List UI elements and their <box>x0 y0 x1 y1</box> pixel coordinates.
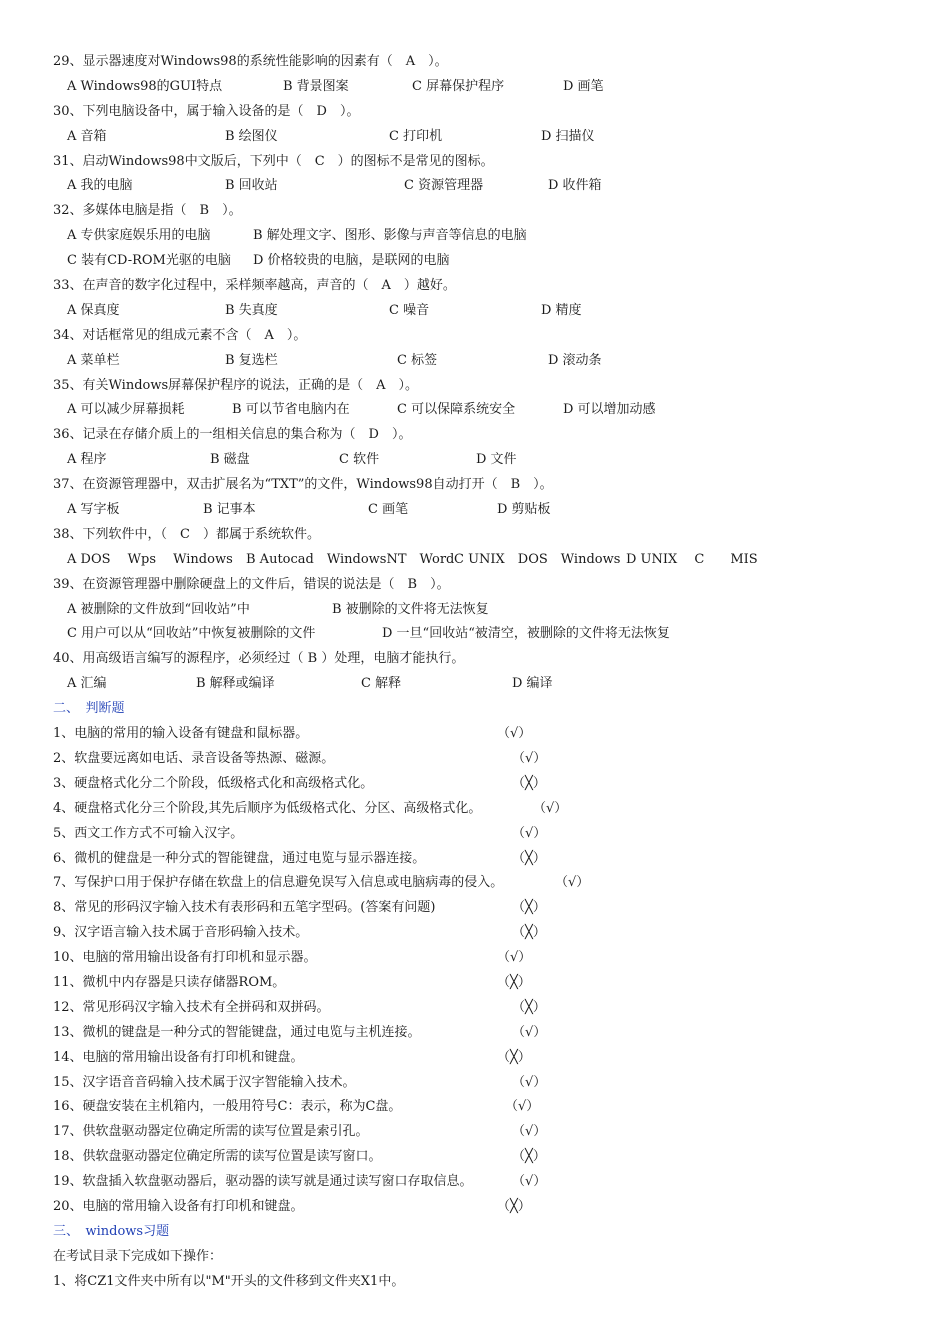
answer-mark: （√） <box>533 800 568 816</box>
answer-option: A 写字板 <box>67 502 120 518</box>
statement-text: 6、微机的健盘是一种分式的智能键盘，通过电览与显示器连接。 <box>53 850 426 866</box>
answer-mark: （√） <box>555 875 590 891</box>
statement-text: 4、硬盘格式化分三个阶段,其先后顺序为低级格式化、分区、高级格式化。 <box>53 800 482 816</box>
question-text: 32、多媒体电脑是指（ B ）。 <box>53 203 242 219</box>
question-text: 33、在声音的数字化过程中，采样频率越高，声音的（ A ）越好。 <box>53 278 456 294</box>
paragraph-line <box>0 1245 950 1270</box>
statement-text: 2、软盘要远离如电话、录音设备等热源、磁源。 <box>53 750 335 766</box>
answer-option: B Autocad WindowsNT Word <box>246 551 455 567</box>
statement-text: 1、电脑的常用的输入设备有键盘和鼠标器。 <box>53 726 309 742</box>
statement-text: 20、电脑的常用输入设备有打印机和键盘。 <box>53 1198 304 1214</box>
question-line <box>0 274 950 299</box>
section-heading <box>0 697 950 722</box>
true-false-item <box>0 1170 950 1195</box>
paragraph-text: 在考试目录下完成如下操作： <box>53 1248 223 1264</box>
true-false-item <box>0 797 950 822</box>
section-title: 三、 windows习题 <box>53 1223 170 1239</box>
options-line <box>0 398 950 423</box>
answer-mark: （╳） <box>512 925 546 941</box>
statement-text: 8、常见的形码汉字输入技术有表形码和五笔字型码。(答案有问题) <box>53 900 436 916</box>
question-line <box>0 374 950 399</box>
answer-mark: （╳） <box>512 850 546 866</box>
question-line <box>0 573 950 598</box>
answer-option: C 软件 <box>339 452 380 468</box>
answer-option: D 扫描仪 <box>541 128 595 144</box>
answer-option: A 汇编 <box>67 676 107 692</box>
statement-text: 11、微机中内存器是只读存储器ROM。 <box>53 974 286 990</box>
answer-mark: （╳） <box>512 900 546 916</box>
answer-option: C UNIX DOS Windows <box>454 551 621 567</box>
statement-text: 9、汉字语言输入技术属于音形码输入技术。 <box>53 925 309 941</box>
question-line <box>0 50 950 75</box>
options-line <box>0 622 950 647</box>
question-text: 36、记录在存储介质上的一组相关信息的集合称为（ D ）。 <box>53 427 412 443</box>
section-title: 二、 判断题 <box>53 701 125 717</box>
answer-option: C 解释 <box>361 676 402 692</box>
options-line <box>0 299 950 324</box>
question-line <box>0 473 950 498</box>
true-false-item <box>0 946 950 971</box>
answer-option: D 编译 <box>512 676 553 692</box>
answer-option: B 绘图仪 <box>225 128 278 144</box>
true-false-item <box>0 722 950 747</box>
question-text: 35、有关Windows屏幕保护程序的说法，正确的是（ A ）。 <box>53 377 419 393</box>
statement-text: 15、汉字语音音码输入技术属于汉字智能输入技术。 <box>53 1074 356 1090</box>
question-line <box>0 150 950 175</box>
answer-option: B 可以节省电脑内在 <box>232 402 350 418</box>
question-text: 30、下列电脑设备中，属于输入设备的是（ D ）。 <box>53 103 360 119</box>
answer-mark: （√） <box>512 750 547 766</box>
answer-option: A 被删除的文件放到“回收站”中 <box>67 601 250 617</box>
statement-text: 5、西文工作方式不可输入汉字。 <box>53 825 244 841</box>
statement-text: 19、软盘插入软盘驱动器后，驱动器的读写就是通过读写窗口存取信息。 <box>53 1174 473 1190</box>
answer-option: B 解处理文字、图形、影像与声音等信息的电脑 <box>253 228 527 244</box>
answer-option: D 剪贴板 <box>497 502 551 518</box>
options-line <box>0 349 950 374</box>
statement-text: 17、供软盘驱动器定位确定所需的读写位置是索引孔。 <box>53 1124 369 1140</box>
statement-text: 3、硬盘格式化分二个阶段，低级格式化和高级格式化。 <box>53 775 374 791</box>
answer-option: C 用户可以从“回收站”中恢复被删除的文件 <box>67 626 316 642</box>
question-text: 34、对话框常见的组成元素不含（ A ）。 <box>53 327 307 343</box>
true-false-item <box>0 822 950 847</box>
true-false-item <box>0 847 950 872</box>
answer-option: B 复选栏 <box>225 352 278 368</box>
section-heading <box>0 1220 950 1245</box>
options-line <box>0 448 950 473</box>
answer-mark: （√） <box>505 1099 540 1115</box>
answer-option: B 失真度 <box>225 302 278 318</box>
question-text: 39、在资源管理器中删除硬盘上的文件后，错误的说法是（ B ）。 <box>53 576 450 592</box>
true-false-item <box>0 747 950 772</box>
answer-option: C 打印机 <box>389 128 443 144</box>
answer-option: A 菜单栏 <box>67 352 120 368</box>
answer-option: B 回收站 <box>225 178 278 194</box>
answer-mark: （╳） <box>497 1198 531 1214</box>
options-line <box>0 498 950 523</box>
options-line <box>0 598 950 623</box>
answer-option: D 精度 <box>541 302 582 318</box>
answer-option: A DOS Wps Windows <box>67 551 233 567</box>
true-false-item <box>0 1195 950 1220</box>
answer-option: A Windows98的GUI特点 <box>67 78 223 94</box>
options-line <box>0 548 950 573</box>
question-line <box>0 647 950 672</box>
options-line <box>0 224 950 249</box>
question-line <box>0 324 950 349</box>
true-false-item <box>0 1046 950 1071</box>
answer-option: D 价格较贵的电脑，是联网的电脑 <box>253 253 450 269</box>
answer-mark: （√） <box>497 950 532 966</box>
options-line <box>0 125 950 150</box>
options-line <box>0 672 950 697</box>
answer-mark: （╳） <box>497 1049 531 1065</box>
question-line <box>0 100 950 125</box>
answer-mark: （╳） <box>512 775 546 791</box>
true-false-item <box>0 996 950 1021</box>
statement-text: 13、微机的键盘是一种分式的智能键盘，通过电览与主机连接。 <box>53 1024 421 1040</box>
question-text: 40、用高级语言编写的源程序，必须经过（ B ）处理，电脑才能执行。 <box>53 651 465 667</box>
true-false-item <box>0 772 950 797</box>
statement-text: 7、写保护口用于保护存储在软盘上的信息避免误写入信息或电脑病毒的侵入。 <box>53 875 504 891</box>
answer-option: B 解释或编译 <box>196 676 275 692</box>
answer-option: C 标签 <box>397 352 438 368</box>
answer-option: A 我的电脑 <box>67 178 133 194</box>
question-text: 38、下列软件中，（ C ）都属于系统软件。 <box>53 526 320 542</box>
question-line <box>0 199 950 224</box>
answer-option: D UNIX C MIS <box>626 551 758 567</box>
question-text: 31、启动Windows98中文版后，下列中（ C ）的图标不是常见的图标。 <box>53 153 494 169</box>
statement-text: 12、常见形码汉字输入技术有全拼码和双拼码。 <box>53 999 330 1015</box>
answer-option: A 保真度 <box>67 302 120 318</box>
answer-option: C 装有CD-ROM光驱的电脑 <box>67 253 231 269</box>
answer-mark: （╳） <box>512 1149 546 1165</box>
answer-mark: （√） <box>497 726 532 742</box>
options-line <box>0 249 950 274</box>
answer-option: D 收件箱 <box>548 178 602 194</box>
answer-option: D 画笔 <box>563 78 604 94</box>
answer-option: B 记事本 <box>203 502 256 518</box>
answer-option: D 滚动条 <box>548 352 602 368</box>
answer-option: C 可以保障系统安全 <box>397 402 516 418</box>
true-false-item <box>0 971 950 996</box>
true-false-item <box>0 1095 950 1120</box>
answer-mark: （√） <box>512 825 547 841</box>
question-line <box>0 523 950 548</box>
true-false-item <box>0 871 950 896</box>
answer-option: C 屏幕保护程序 <box>412 78 505 94</box>
options-line <box>0 174 950 199</box>
answer-option: D 文件 <box>476 452 517 468</box>
question-line <box>0 423 950 448</box>
document-body <box>0 50 950 1295</box>
true-false-item <box>0 896 950 921</box>
statement-text: 16、硬盘安装在主机箱内，一般用符号C：表示，称为C盘。 <box>53 1099 402 1115</box>
statement-text: 18、供软盘驱动器定位确定所需的读写位置是读写窗口。 <box>53 1149 382 1165</box>
true-false-item <box>0 1021 950 1046</box>
answer-mark: （√） <box>512 1124 547 1140</box>
answer-option: A 音箱 <box>67 128 107 144</box>
answer-option: C 画笔 <box>368 502 409 518</box>
question-text: 29、显示器速度对Windows98的系统性能影响的因素有（ A ）。 <box>53 54 448 69</box>
statement-text: 14、电脑的常用输出设备有打印机和键盘。 <box>53 1049 304 1065</box>
question-text: 37、在资源管理器中，双击扩展名为“TXT”的文件，Windows98自动打开（ B ）。 <box>53 477 553 493</box>
true-false-item <box>0 1120 950 1145</box>
paragraph-text: 1、将CZ1文件夹中所有以"M"开头的文件移到文件夹X1中。 <box>53 1273 405 1289</box>
answer-option: B 被删除的文件将无法恢复 <box>332 601 489 617</box>
statement-text: 10、电脑的常用输出设备有打印机和显示器。 <box>53 950 317 966</box>
answer-mark: （√） <box>512 1174 547 1190</box>
answer-option: D 可以增加动感 <box>563 402 656 418</box>
true-false-item <box>0 921 950 946</box>
answer-mark: （╳） <box>512 999 546 1015</box>
answer-option: C 资源管理器 <box>404 178 484 194</box>
answer-option: B 磁盘 <box>210 452 250 468</box>
true-false-item <box>0 1145 950 1170</box>
options-line <box>0 75 950 100</box>
answer-option: B 背景图案 <box>283 78 349 94</box>
answer-mark: （╳） <box>497 974 531 990</box>
answer-mark: （√） <box>512 1074 547 1090</box>
answer-mark: （√） <box>512 1024 547 1040</box>
answer-option: C 噪音 <box>389 302 430 318</box>
true-false-item <box>0 1071 950 1096</box>
paragraph-line <box>0 1270 950 1295</box>
answer-option: A 程序 <box>67 452 107 468</box>
answer-option: D 一旦“回收站“被清空，被删除的文件将无法恢复 <box>382 626 670 642</box>
answer-option: A 专供家庭娱乐用的电脑 <box>67 228 211 244</box>
answer-option: A 可以减少屏幕损耗 <box>67 402 185 418</box>
